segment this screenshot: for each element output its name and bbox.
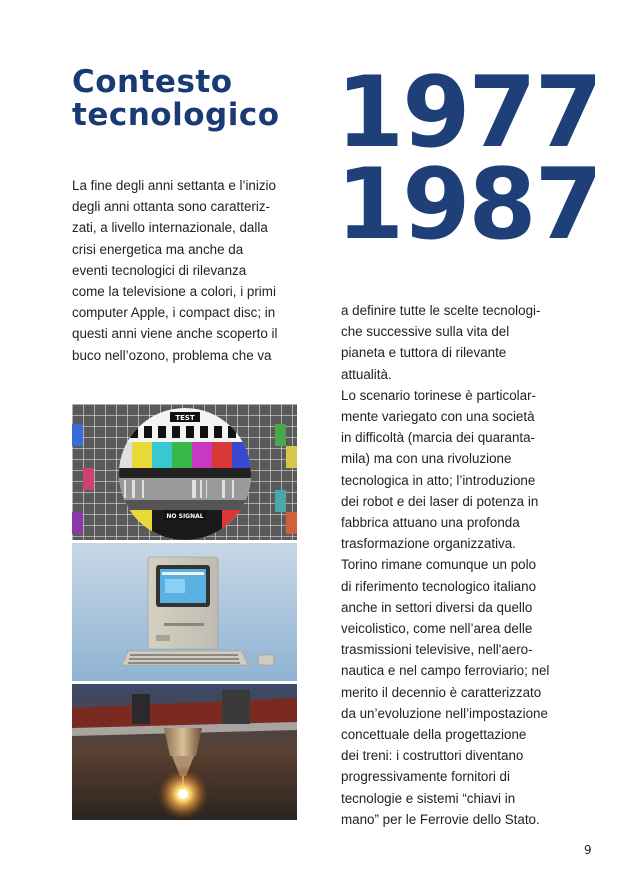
title-line-2: tecnologico bbox=[72, 97, 280, 133]
text-line: Lo scenario torinese è particolar- bbox=[341, 387, 537, 403]
year-end: 1987 bbox=[336, 148, 601, 262]
text-line: computer Apple, i compact disc; in bbox=[72, 305, 276, 321]
text-line: trasformazione organizzativa. bbox=[341, 536, 516, 552]
laser-cutting-image bbox=[72, 684, 297, 820]
text-line: attualità. bbox=[341, 366, 392, 382]
text-line: progressivamente fornitori di bbox=[341, 769, 510, 785]
text-line: concettuale della progettazione bbox=[341, 727, 527, 743]
text-line: che successive sulla vita del bbox=[341, 324, 510, 340]
year-start: 1977 bbox=[336, 56, 601, 170]
text-line: di riferimento tecnologico italiano bbox=[341, 578, 537, 594]
text-line: pianeta e tuttora di rilevante bbox=[341, 345, 507, 361]
text-line: La fine degli anni settanta e l’inizio bbox=[72, 178, 276, 193]
page-number: 9 bbox=[584, 843, 592, 857]
text-line: mano” per le Ferrovie dello Stato. bbox=[341, 811, 540, 827]
text-line: mente variegato con una società bbox=[341, 409, 535, 425]
text-line: buco nell’ozono, problema che va bbox=[72, 347, 272, 363]
text-line: zati, a livello internazionale, dalla bbox=[72, 220, 268, 236]
page-title bbox=[72, 66, 280, 132]
text-line: crisi energetica ma anche da bbox=[72, 241, 244, 257]
title-line-1: Contesto bbox=[72, 64, 233, 100]
text-line: questi anni viene anche scoperto il bbox=[72, 326, 278, 342]
text-line: mila) ma con una rivoluzione bbox=[341, 451, 512, 467]
text-line: fabbrica attuano una profonda bbox=[341, 515, 520, 531]
text-line: eventi tecnologici di rilevanza bbox=[72, 262, 247, 278]
text-line: tecnologie e sistemi “chiavi in bbox=[341, 790, 516, 806]
tv-test-card-image bbox=[72, 404, 297, 540]
text-line: veicolistico, come nell’area delle bbox=[341, 621, 533, 637]
test-card-top-label: TEST bbox=[175, 414, 195, 422]
text-line: anche in settori diversi da quello bbox=[341, 599, 533, 615]
text-line: da un’evoluzione nell’impostazione bbox=[341, 705, 548, 721]
text-line: tecnologica in atto; l’introduzione bbox=[341, 472, 536, 488]
body-text-right bbox=[341, 300, 573, 830]
text-line: in difficoltà (marcia dei quaranta- bbox=[341, 430, 536, 446]
apple-computer-image bbox=[72, 543, 297, 681]
text-line: Torino rimane comunque un polo bbox=[341, 557, 537, 573]
text-line: dei treni: i costruttori diventano bbox=[341, 748, 524, 764]
text-line: trasmissioni televisive, nell'aero- bbox=[341, 642, 533, 658]
text-line: degli anni ottanta sono caratteriz- bbox=[72, 199, 271, 215]
text-line: come la televisione a colori, i primi bbox=[72, 284, 276, 300]
text-line: nautica e nel campo ferroviario; nel bbox=[341, 663, 550, 679]
text-line: dei robot e dei laser di potenza in bbox=[341, 493, 539, 509]
text-line: a definire tutte le scelte tecnologi- bbox=[341, 303, 541, 318]
text-line: merito il decennio è caratterizzato bbox=[341, 684, 542, 700]
body-text-left bbox=[72, 175, 300, 366]
test-card-bottom-label: NO SIGNAL bbox=[166, 513, 204, 520]
